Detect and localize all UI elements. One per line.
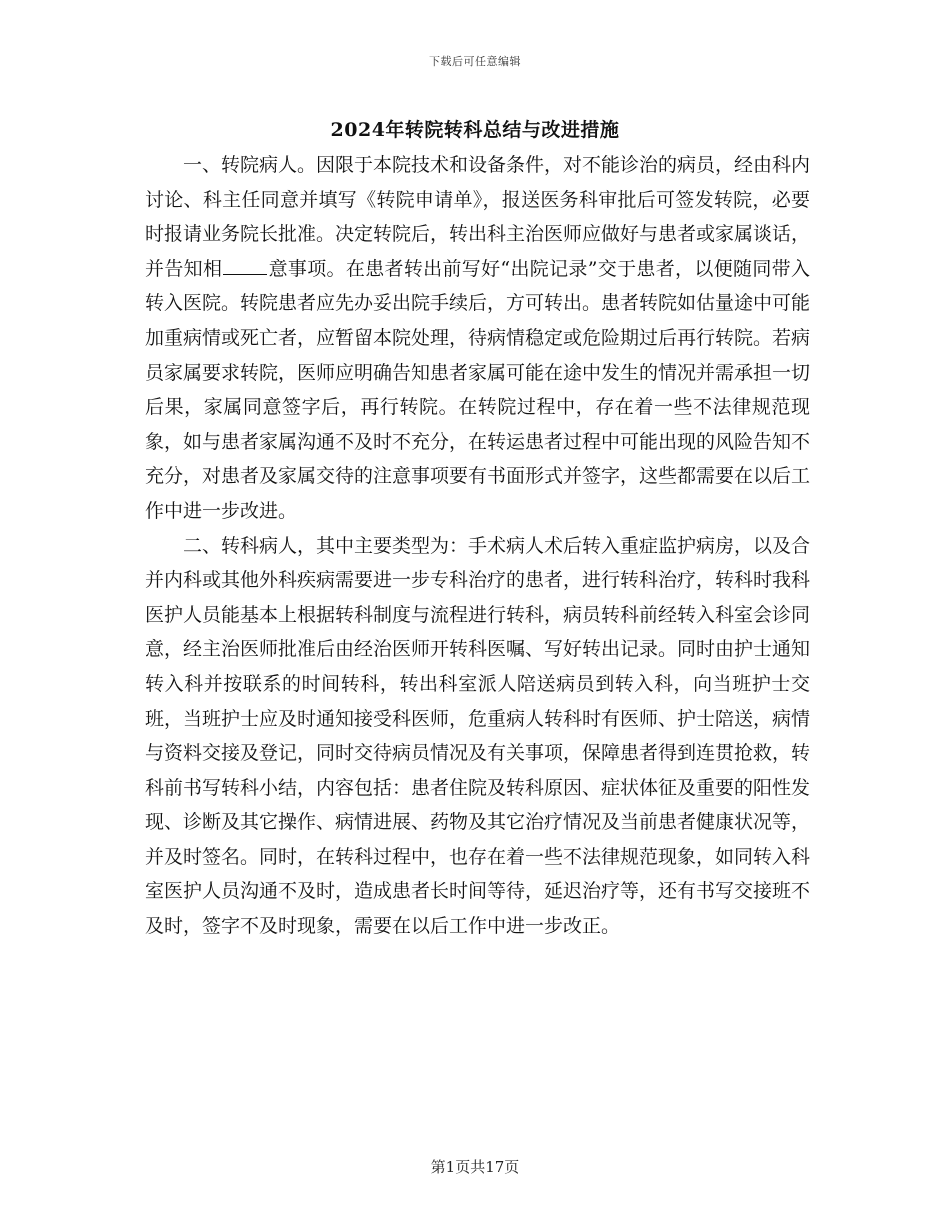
paragraph-1-text-start: 一、转院病人。因限于本院技术和设备条件，对不能诊治的病员，经由科内讨论、科主任同意并填写《转院申请单》，报送医务科审批后可签发转院，必要时报请业务院长批准。决定转院后，转出科主治医师应做好与患者或家属谈话，并告知相 — [145, 154, 811, 280]
paragraph-transfer-hospital — [145, 148, 810, 529]
fill-in-blank — [223, 255, 267, 275]
document-body — [145, 148, 810, 944]
document-title: 2024年转院转科总结与改进措施 — [330, 119, 620, 141]
header-note: 下载后可任意编辑 — [429, 55, 521, 68]
page-number: 第1页共17页 — [430, 1158, 520, 1176]
paragraph-transfer-department: 二、转科病人，其中主要类型为：手术病人术后转入重症监护病房，以及合并内科或其他外科疾病需要进一步专科治疗的患者，进行转科治疗，转科时我科医护人员能基本上根据转科制度与流程进行转科，病员转科前经转入科室会诊同意，经主治医师批准后由经治医师开转科医嘱、写好转出记录。同时由护士通知转入科并按联系的时间转科，转出科室派人陪送病员到转入科，向当班护士交班，当班护士应及时通知接受科医师，危重病人转科时有医师、护士陪送，病情与资料交接及登记，同时交待病员情况及有关事项，保障患者得到连贯抢救，转科前书写转科小结，内容包括：患者住院及转科原因、症状体征及重要的阳性发现、诊断及其它操作、病情进展、药物及其它治疗情况及当前患者健康状况等，并及时签名。同时，在转科过程中，也存在着一些不法律规范现象，如同转入科室医护人员沟通不及时，造成患者长时间等待，延迟治疗等，还有书写交接班不及时，签字不及时现象，需要在以后工作中进一步改正。 — [145, 534, 811, 938]
paragraph-1-text-end: 意事项。在患者转出前写好“出院记录”交于患者，以便随同带入转入医院。转院患者应先办妥出院手续后，方可转出。患者转院如估量途中可能加重病情或死亡者，应暂留本院处理，待病情稳定或危险期过后再行转院。若病员家属要求转院，医师应明确告知患者家属可能在途中发生的情况并需承担一切后果，家属同意签字后，再行转院。在转院过程中，存在着一些不法律规范现象，如与患者家属沟通不及时不充分，在转运患者过程中可能出现的风险告知不充分，对患者及家属交待的注意事项要有书面形式并签字，这些都需要在以后工作中进一步改进。 — [145, 257, 811, 522]
